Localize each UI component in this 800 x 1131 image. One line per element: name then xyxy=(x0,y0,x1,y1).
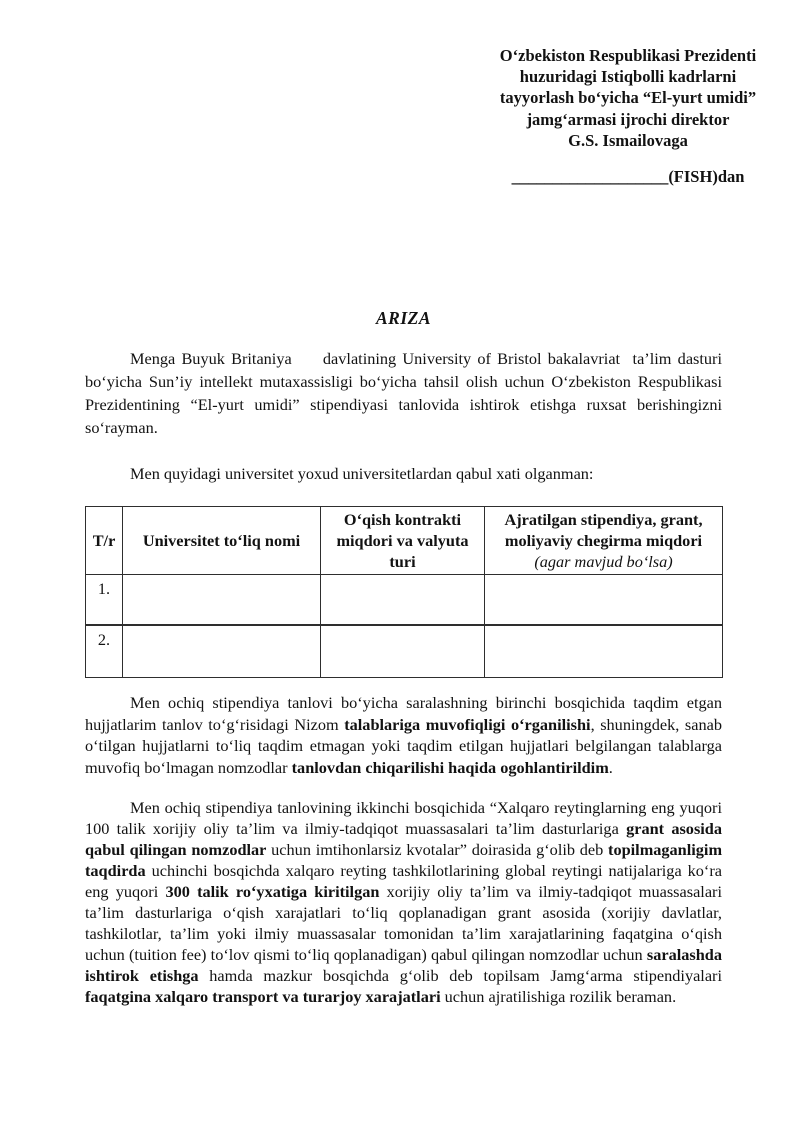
table-row xyxy=(86,575,723,626)
recipient-line: huzuridagi Istiqbolli kadrlarni xyxy=(519,67,737,87)
applicant-name-line xyxy=(497,167,759,187)
column-header-university-name: Universitet toʻliq nomi xyxy=(123,507,321,575)
contract-amount-cell xyxy=(321,625,485,678)
column-header-contract-amount: Oʻqish kontrakti miqdori va valyuta turi xyxy=(321,507,485,575)
row-number-cell: 2. xyxy=(86,625,123,678)
table-row xyxy=(86,625,723,678)
universities-table xyxy=(85,506,723,678)
recipient-block xyxy=(497,45,759,151)
column-header-stipend-amount: Ajratilgan stipendiya, grant, moliyaviy chegirma miqdori (agar mavjud boʻlsa) xyxy=(485,507,723,575)
column-header-number: T/r xyxy=(86,507,123,575)
lead-in-paragraph: Men quyidagi universitet yoxud universitetlardan qabul xati olganman: xyxy=(130,464,594,484)
first-stage-paragraph: Men ochiq stipendiya tanlovi boʻyicha saralashning birinchi bosqichida taqdim etgan hujjatlarim tanlov toʻgʻrisidagi Nizom talablariga muvofiqligi oʻrganilishi, shuningdek, sanab oʻtilgan hujjatlarni toʻliq taqdim etmagan yoki taqdim etilgan hujjatlari belgilangan talablarga muvofiq boʻlmagan nomzodlar tanlovdan chiqarilishi haqida ogohlantirildim. xyxy=(85,693,722,777)
recipient-line: Oʻzbekiston Respublikasi Prezidenti xyxy=(499,46,757,65)
fish-blank-underline: ___________________ xyxy=(511,167,669,187)
intro-paragraph: Menga Buyuk Britaniya davlatining University of Bristol bakalavriat ta’lim dasturi boʻyicha Sun’iy intellekt mutaxassisligi boʻyicha tahsil olish uchun Oʻzbekiston Respublikasi Prezidentining “El-yurt umidi” stipendiyasi tanlovida ishtirok etishga ruxsat berishingizni soʻrayman. xyxy=(85,349,722,438)
document-title: ARIZA xyxy=(375,308,432,329)
university-name-cell xyxy=(123,625,321,678)
row-number-cell: 1. xyxy=(86,575,123,626)
recipient-line: G.S. Ismailovaga xyxy=(568,130,688,150)
stipend-amount-cell xyxy=(485,625,723,678)
stipend-amount-cell xyxy=(485,575,723,626)
column-header-note: (agar mavjud boʻlsa) xyxy=(534,552,673,572)
fish-label: (FISH)dan xyxy=(668,167,745,187)
university-name-cell xyxy=(123,575,321,626)
second-stage-paragraph: Men ochiq stipendiya tanlovining ikkinchi bosqichida “Xalqaro reytinglarning eng yuqori 100 talik xorijiy oliy ta’lim va ilmiy-tadqiqot muassasalari ta’lim dasturlariga grant asosida qabul qilingan nomzodlar uchun imtihonlarsiz kvotalar” doirasida gʻolib deb topilmaganligim taqdirda uchinchi bosqichda xalqaro reyting tashkilotlarining global reytingi natijalariga koʻra eng yuqori 300 talik roʻyxatiga kiritilgan xorijiy oliy ta’lim va ilmiy-tadqiqot muassasalari ta’lim dasturlariga oʻqish xarajatlari toʻliq qoplanadigan grant asosida (xorijiy davlatlar, tashkilotlar, ta’lim yoki ilmiy muassasalar tomonidan ta’lim xarajatlarining faqatgina oʻqish uchun (tuition fee) toʻlov qismi toʻliq qoplanadigan) qabul qilingan nomzodlar uchun saralashda ishtirok etishga hamda mazkur bosqichda gʻolib deb topilsam Jamgʻarma stipendiyalari faqatgina xalqaro transport va turarjoy xarajatlari uchun ajratilishiga rozilik beraman. xyxy=(85,798,723,1007)
table-header-row xyxy=(86,507,723,575)
recipient-line: jamgʻarmasi ijrochi direktor xyxy=(526,109,730,129)
recipient-line: tayyorlash boʻyicha “El-yurt umidi” xyxy=(499,88,757,108)
contract-amount-cell xyxy=(321,575,485,626)
